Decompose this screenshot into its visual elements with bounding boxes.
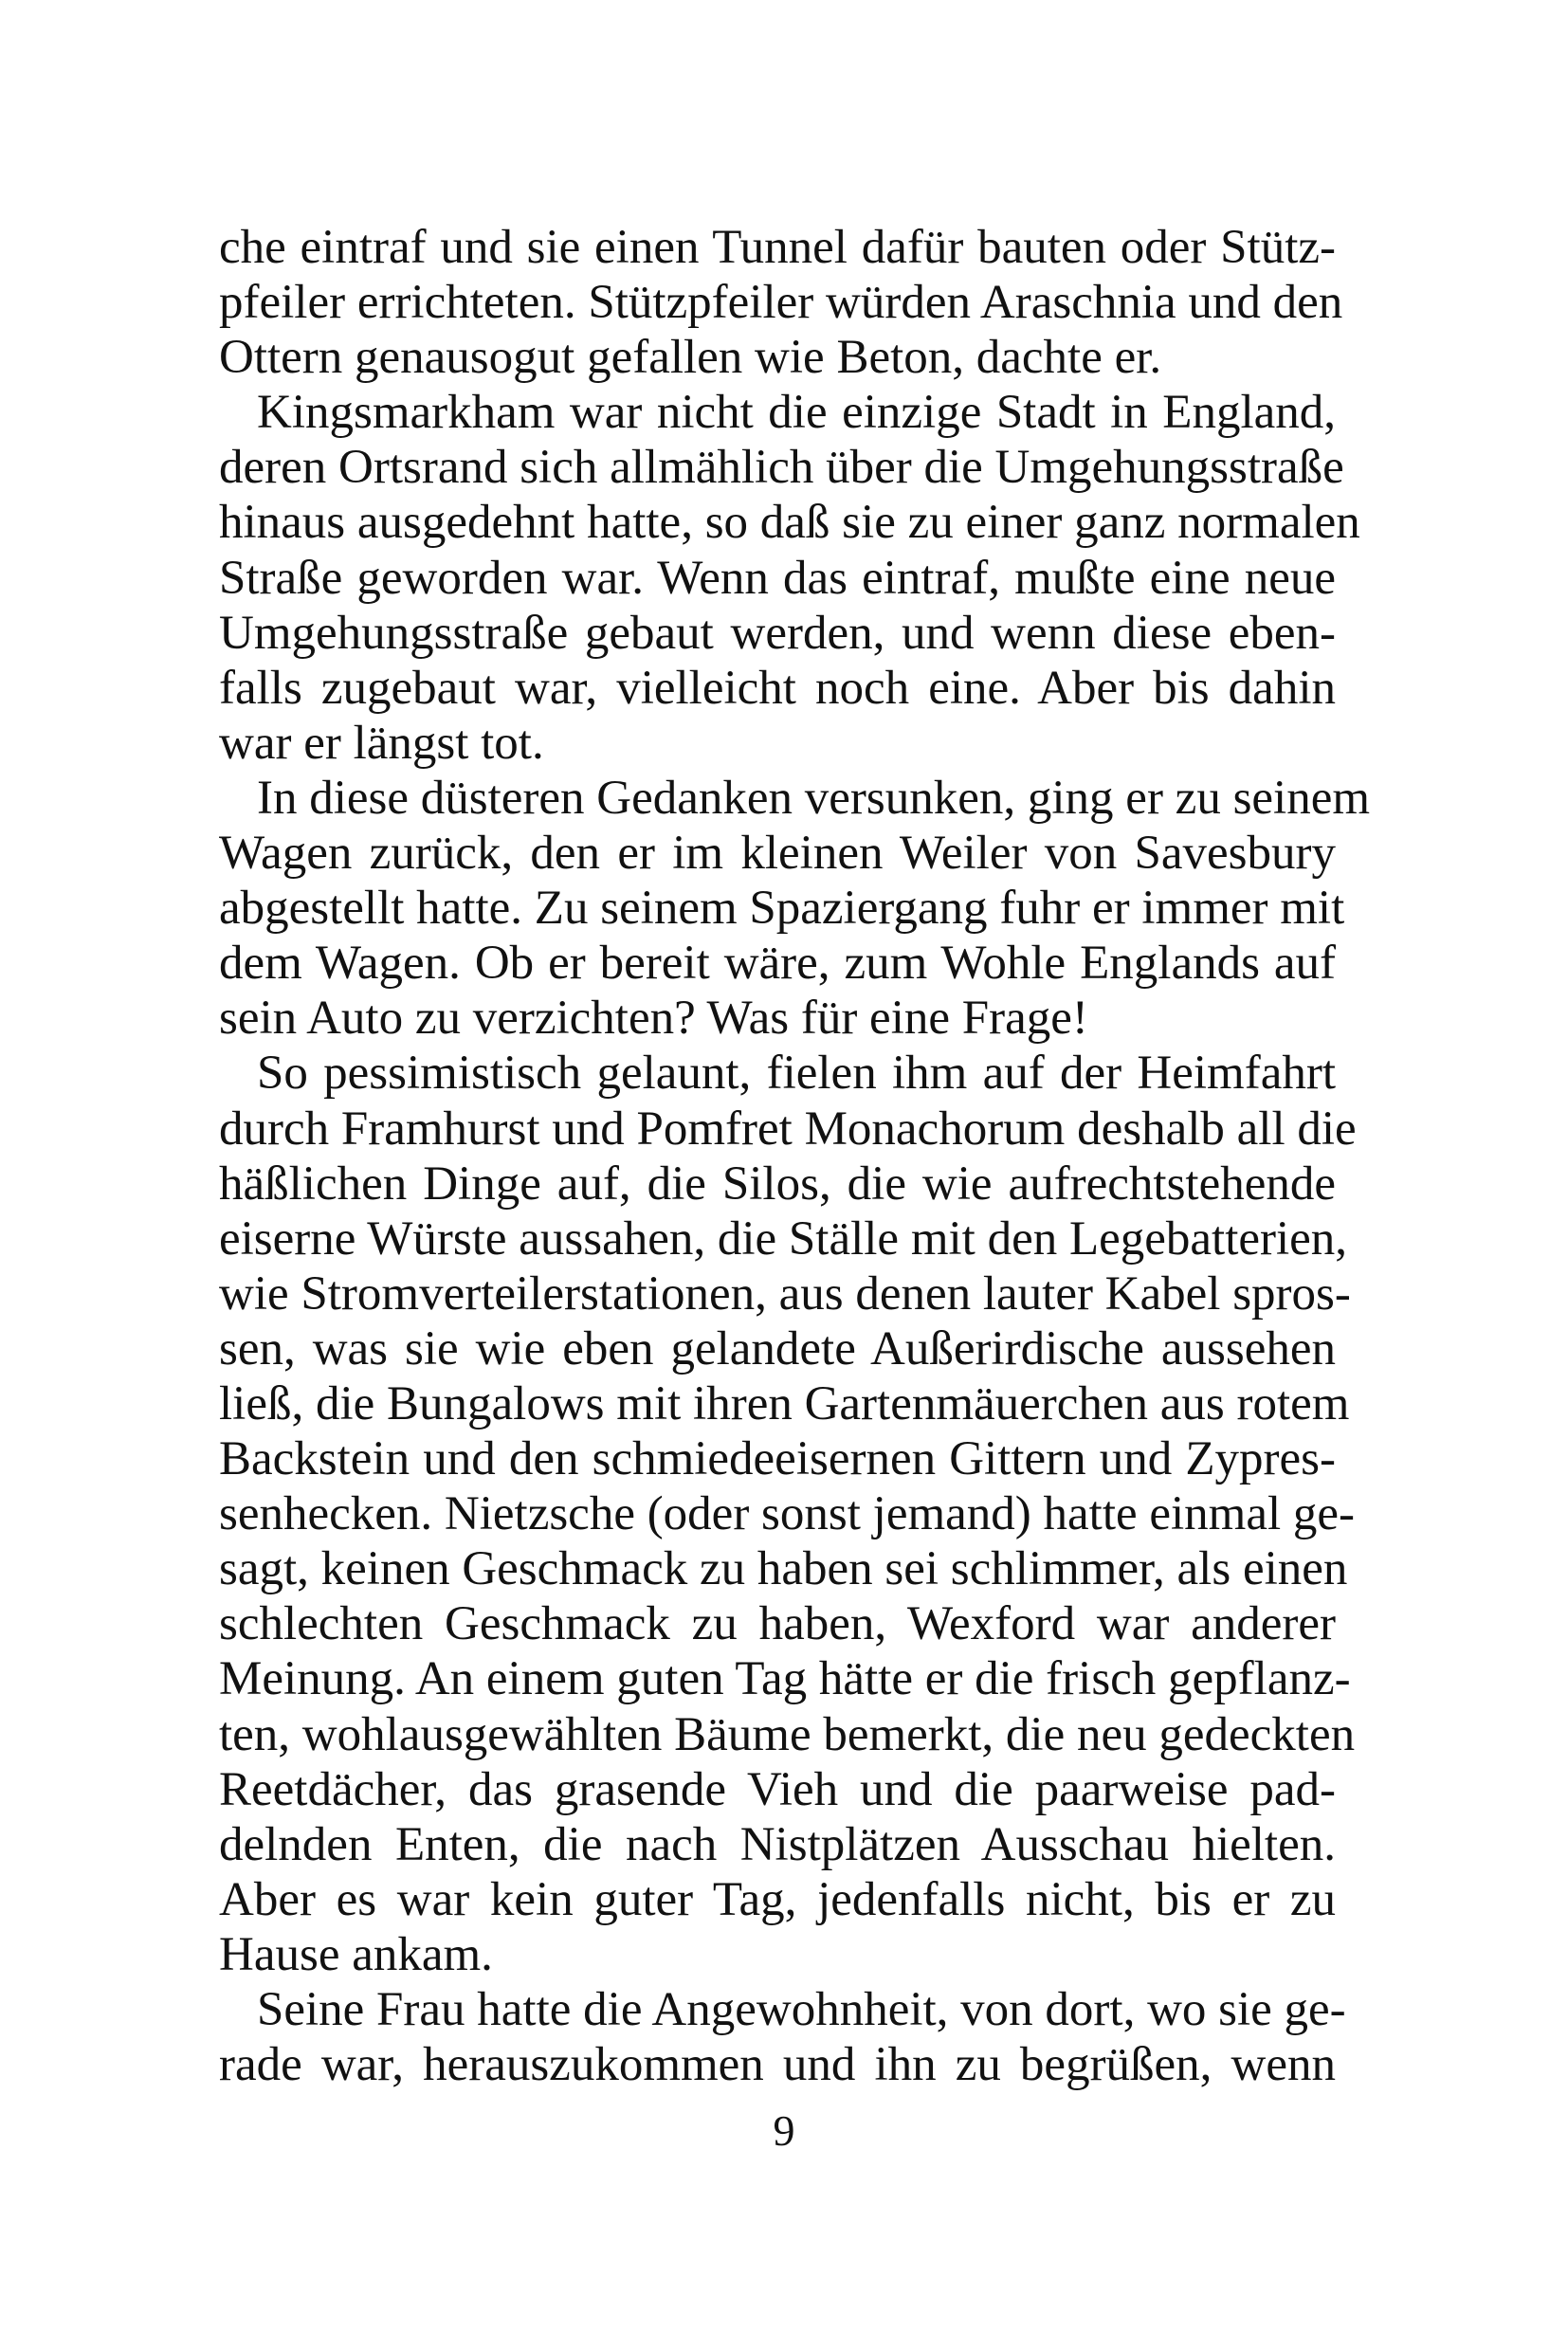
text-line: delnden Enten, die nach Nistplätzen Ausschau hielten. bbox=[219, 1817, 1336, 1871]
text-line: Hause ankam. bbox=[219, 1927, 493, 1981]
text-line: Backstein und den schmiedeeisernen Gittern und Zypres- bbox=[219, 1432, 1336, 1486]
text-line: dem Wagen. Ob er bereit wäre, zum Wohle Englands auf bbox=[219, 937, 1336, 991]
text-line: Aber es war kein guter Tag, jedenfalls nicht, bis er zu bbox=[219, 1872, 1336, 1926]
text-line: ließ, die Bungalows mit ihren Gartenmäuerchen aus rotem bbox=[219, 1376, 1350, 1430]
text-line: So pessimistisch gelaunt, fielen ihm auf der Heimfahrt bbox=[257, 1047, 1336, 1101]
text-line: senhecken. Nietzsche (oder sonst jemand) hatte einmal ge- bbox=[219, 1487, 1356, 1541]
text-line: sein Auto zu verzichten? Was für eine Frage! bbox=[219, 992, 1088, 1046]
text-line: Ottern genausogut gefallen wie Beton, dachte er. bbox=[219, 331, 1162, 385]
text-line: In diese düsteren Gedanken versunken, ging er zu seinem bbox=[257, 771, 1371, 825]
text-line: pfeiler errichteten. Stützpfeiler würden Araschnia und den bbox=[219, 276, 1343, 330]
text-line: ten, wohlausgewählten Bäume bemerkt, die neu gedeckten bbox=[219, 1707, 1356, 1761]
text-line: Umgehungsstraße gebaut werden, und wenn diese eben- bbox=[219, 606, 1336, 660]
text-line: eiserne Würste aussahen, die Ställe mit den Legebatterien, bbox=[219, 1211, 1348, 1266]
text-line: deren Ortsrand sich allmählich über die Umgehungsstraße bbox=[219, 441, 1344, 495]
text-line: rade war, herauszukommen und ihn zu begrüßen, wenn bbox=[219, 2038, 1336, 2092]
text-line: Wagen zurück, den er im kleinen Weiler von Savesbury bbox=[219, 827, 1336, 881]
text-line: falls zugebaut war, vielleicht noch eine. Aber bis dahin bbox=[219, 661, 1336, 715]
body-text bbox=[219, 220, 1371, 2092]
text-line: abgestellt hatte. Zu seinem Spaziergang fuhr er immer mit bbox=[219, 882, 1345, 936]
text-line: che eintraf und sie einen Tunnel dafür bauten oder Stütz- bbox=[219, 221, 1336, 274]
text-line: Meinung. An einem guten Tag hätte er die frisch gepflanz- bbox=[219, 1652, 1351, 1706]
text-line: sen, was sie wie eben gelandete Außerirdische aussehen bbox=[219, 1321, 1336, 1375]
text-line: wie Stromverteilerstationen, aus denen lauter Kabel spros- bbox=[219, 1266, 1351, 1321]
text-line: hinaus ausgedehnt hatte, so daß sie zu einer ganz normalen bbox=[219, 496, 1360, 550]
text-line: war er längst tot. bbox=[219, 716, 544, 770]
text-line: durch Framhurst und Pomfret Monachorum deshalb all die bbox=[219, 1102, 1357, 1156]
text-line: Seine Frau hatte die Angewohnheit, von dort, wo sie ge- bbox=[257, 1983, 1346, 2036]
text-line: Kingsmarkham war nicht die einzige Stadt in England, bbox=[257, 386, 1336, 440]
page-number: 9 bbox=[773, 2106, 795, 2155]
text-line: häßlichen Dinge auf, die Silos, die wie aufrechtstehende bbox=[219, 1157, 1336, 1211]
text-line: Reetdächer, das grasende Vieh und die paarweise pad- bbox=[219, 1762, 1336, 1816]
text-line: schlechten Geschmack zu haben, Wexford war anderer bbox=[219, 1597, 1336, 1651]
text-line: Straße geworden war. Wenn das eintraf, mußte eine neue bbox=[219, 551, 1336, 605]
text-line: sagt, keinen Geschmack zu haben sei schlimmer, als einen bbox=[219, 1542, 1348, 1596]
